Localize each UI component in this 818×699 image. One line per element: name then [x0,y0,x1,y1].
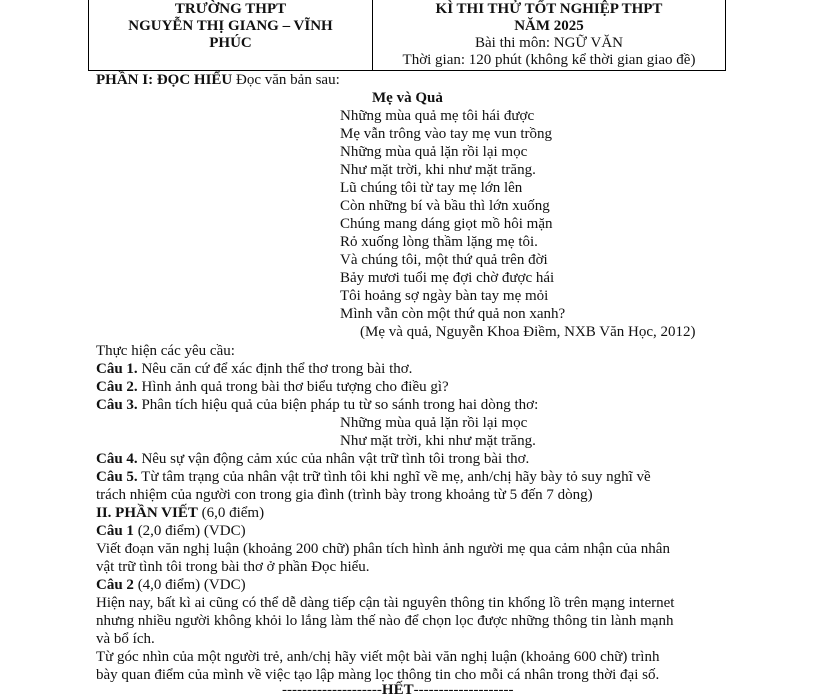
end-marker [282,682,514,699]
exam-title-line-2: NĂM 2025 [514,18,584,34]
part1-heading: PHẦN I: ĐỌC HIỂU [96,72,233,88]
poem-line: Và chúng tôi, một thứ quả trên đời [340,252,548,268]
question-meta: (2,0 điểm) (VDC) [133,523,246,539]
question-text: Nêu căn cứ để xác định thể thơ trong bài thơ. [137,361,413,377]
question-meta: (4,0 điểm) (VDC) [133,577,246,593]
school-line-1: TRƯỜNG THPT [174,1,287,17]
question-text: Hình ảnh quả trong bài thơ biểu tượng cho điều gì? [137,379,449,395]
poem-source: (Mẹ và quả, Nguyễn Khoa Điềm, NXB Văn Học, 2012) [360,324,696,340]
q3-quote-line: Những mùa quả lặn rồi lại mọc [340,415,528,431]
part2-score: (6,0 điểm) [197,505,265,521]
exam-time: Thời gian: 120 phút (không kể thời gian giao đề) [402,52,696,68]
exam-header-table [88,0,726,71]
poem-line: Tôi hoảng sợ ngày bàn tay mẹ mỏi [340,288,549,304]
question-5-continued: trách nhiệm của người con trong gia đình (trình bày trong khoảng từ 5 đến 7 dòng) [96,487,593,503]
part2-heading-line [96,505,264,522]
exam-title-line-1: KÌ THI THỬ TỐT NGHIỆP THPT [435,1,663,17]
question-4 [96,451,529,468]
poem-line: Mình vẫn còn một thứ quả non xanh? [340,306,566,322]
poem-line: Như mặt trời, khi như mặt trăng. [340,162,536,178]
poem-line: Những mùa quả lặn rồi lại mọc [340,144,528,160]
paragraph-line: Viết đoạn văn nghị luận (khoảng 200 chữ) phân tích hình ảnh người mẹ qua cảm nhận của nhân [96,541,670,557]
part1-intro: Đọc văn bản sau: [232,72,340,88]
question-label: Câu 2. [96,379,138,395]
task-intro: Thực hiện các yêu cầu: [96,343,235,359]
question-label: Câu 4. [96,451,138,467]
question-text: Từ tâm trạng của nhân vật trữ tình tôi khi nghĩ về mẹ, anh/chị hãy bày tỏ suy nghĩ về [137,469,651,485]
question-1 [96,361,412,378]
paragraph-line: Từ góc nhìn của một người trẻ, anh/chị hãy viết một bài văn nghị luận (khoảng 600 chữ) trình [96,649,660,665]
school-info [89,0,373,70]
paragraph-line: vật trữ tình tôi trong bài thơ ở phần Đọc hiểu. [96,559,370,575]
paragraph-line: Hiện nay, bất kì ai cũng có thể dễ dàng tiếp cận tài nguyên thông tin khổng lồ trên mạng internet [96,595,675,611]
end-dashes-left: -------------------- [282,682,382,698]
poem-line: Rỏ xuống lòng thầm lặng mẹ tôi. [340,234,538,250]
poem-line: Bảy mươi tuổi mẹ đợi chờ được hái [340,270,555,286]
question-label: Câu 2 [96,577,134,593]
poem-title: Mẹ và Quả [372,90,443,106]
question-3 [96,397,538,414]
question-label: Câu 3. [96,397,138,413]
paragraph-line: nhưng nhiều người không khỏi lo lắng làm thế nào để chọn lọc được những thông tin lành mạnh [96,613,674,629]
poem-line: Chúng mang dáng giọt mồ hôi mặn [340,216,553,232]
paragraph-line: và bổ ích. [96,631,155,647]
part1-heading-line [96,72,340,89]
end-dashes-right: -------------------- [413,682,514,698]
question-label: Câu 5. [96,469,138,485]
question-label: Câu 1. [96,361,138,377]
end-text: HẾT [381,682,414,698]
question-2 [96,379,449,396]
poem-line: Lũ chúng tôi từ tay mẹ lớn lên [340,180,523,196]
paragraph-line: bày quan điểm của mình về việc tạo lập màng lọc thông tin cho mỗi cá nhân trong thời đại số. [96,667,660,683]
question-label: Câu 1 [96,523,134,539]
part2-heading: II. PHẦN VIẾT [96,505,198,521]
question-5 [96,469,651,486]
writing-question-2 [96,577,246,594]
poem-line: Mẹ vẫn trông vào tay mẹ vun trồng [340,126,553,142]
poem-line: Còn những bí và bầu thì lớn xuống [340,198,550,214]
exam-subject: Bài thi môn: NGỮ VĂN [474,35,624,51]
school-line-3: PHÚC [209,35,252,51]
question-text: Nêu sự vận động cảm xúc của nhân vật trữ tình tôi trong bài thơ. [137,451,530,467]
question-text: Phân tích hiệu quả của biện pháp tu từ so sánh trong hai dòng thơ: [137,397,539,413]
poem-line: Những mùa quả mẹ tôi hái được [340,108,535,124]
exam-info [373,0,725,70]
school-line-2: NGUYỄN THỊ GIANG – VĨNH [128,18,333,34]
q3-quote-line: Như mặt trời, khi như mặt trăng. [340,433,536,449]
writing-question-1 [96,523,246,540]
